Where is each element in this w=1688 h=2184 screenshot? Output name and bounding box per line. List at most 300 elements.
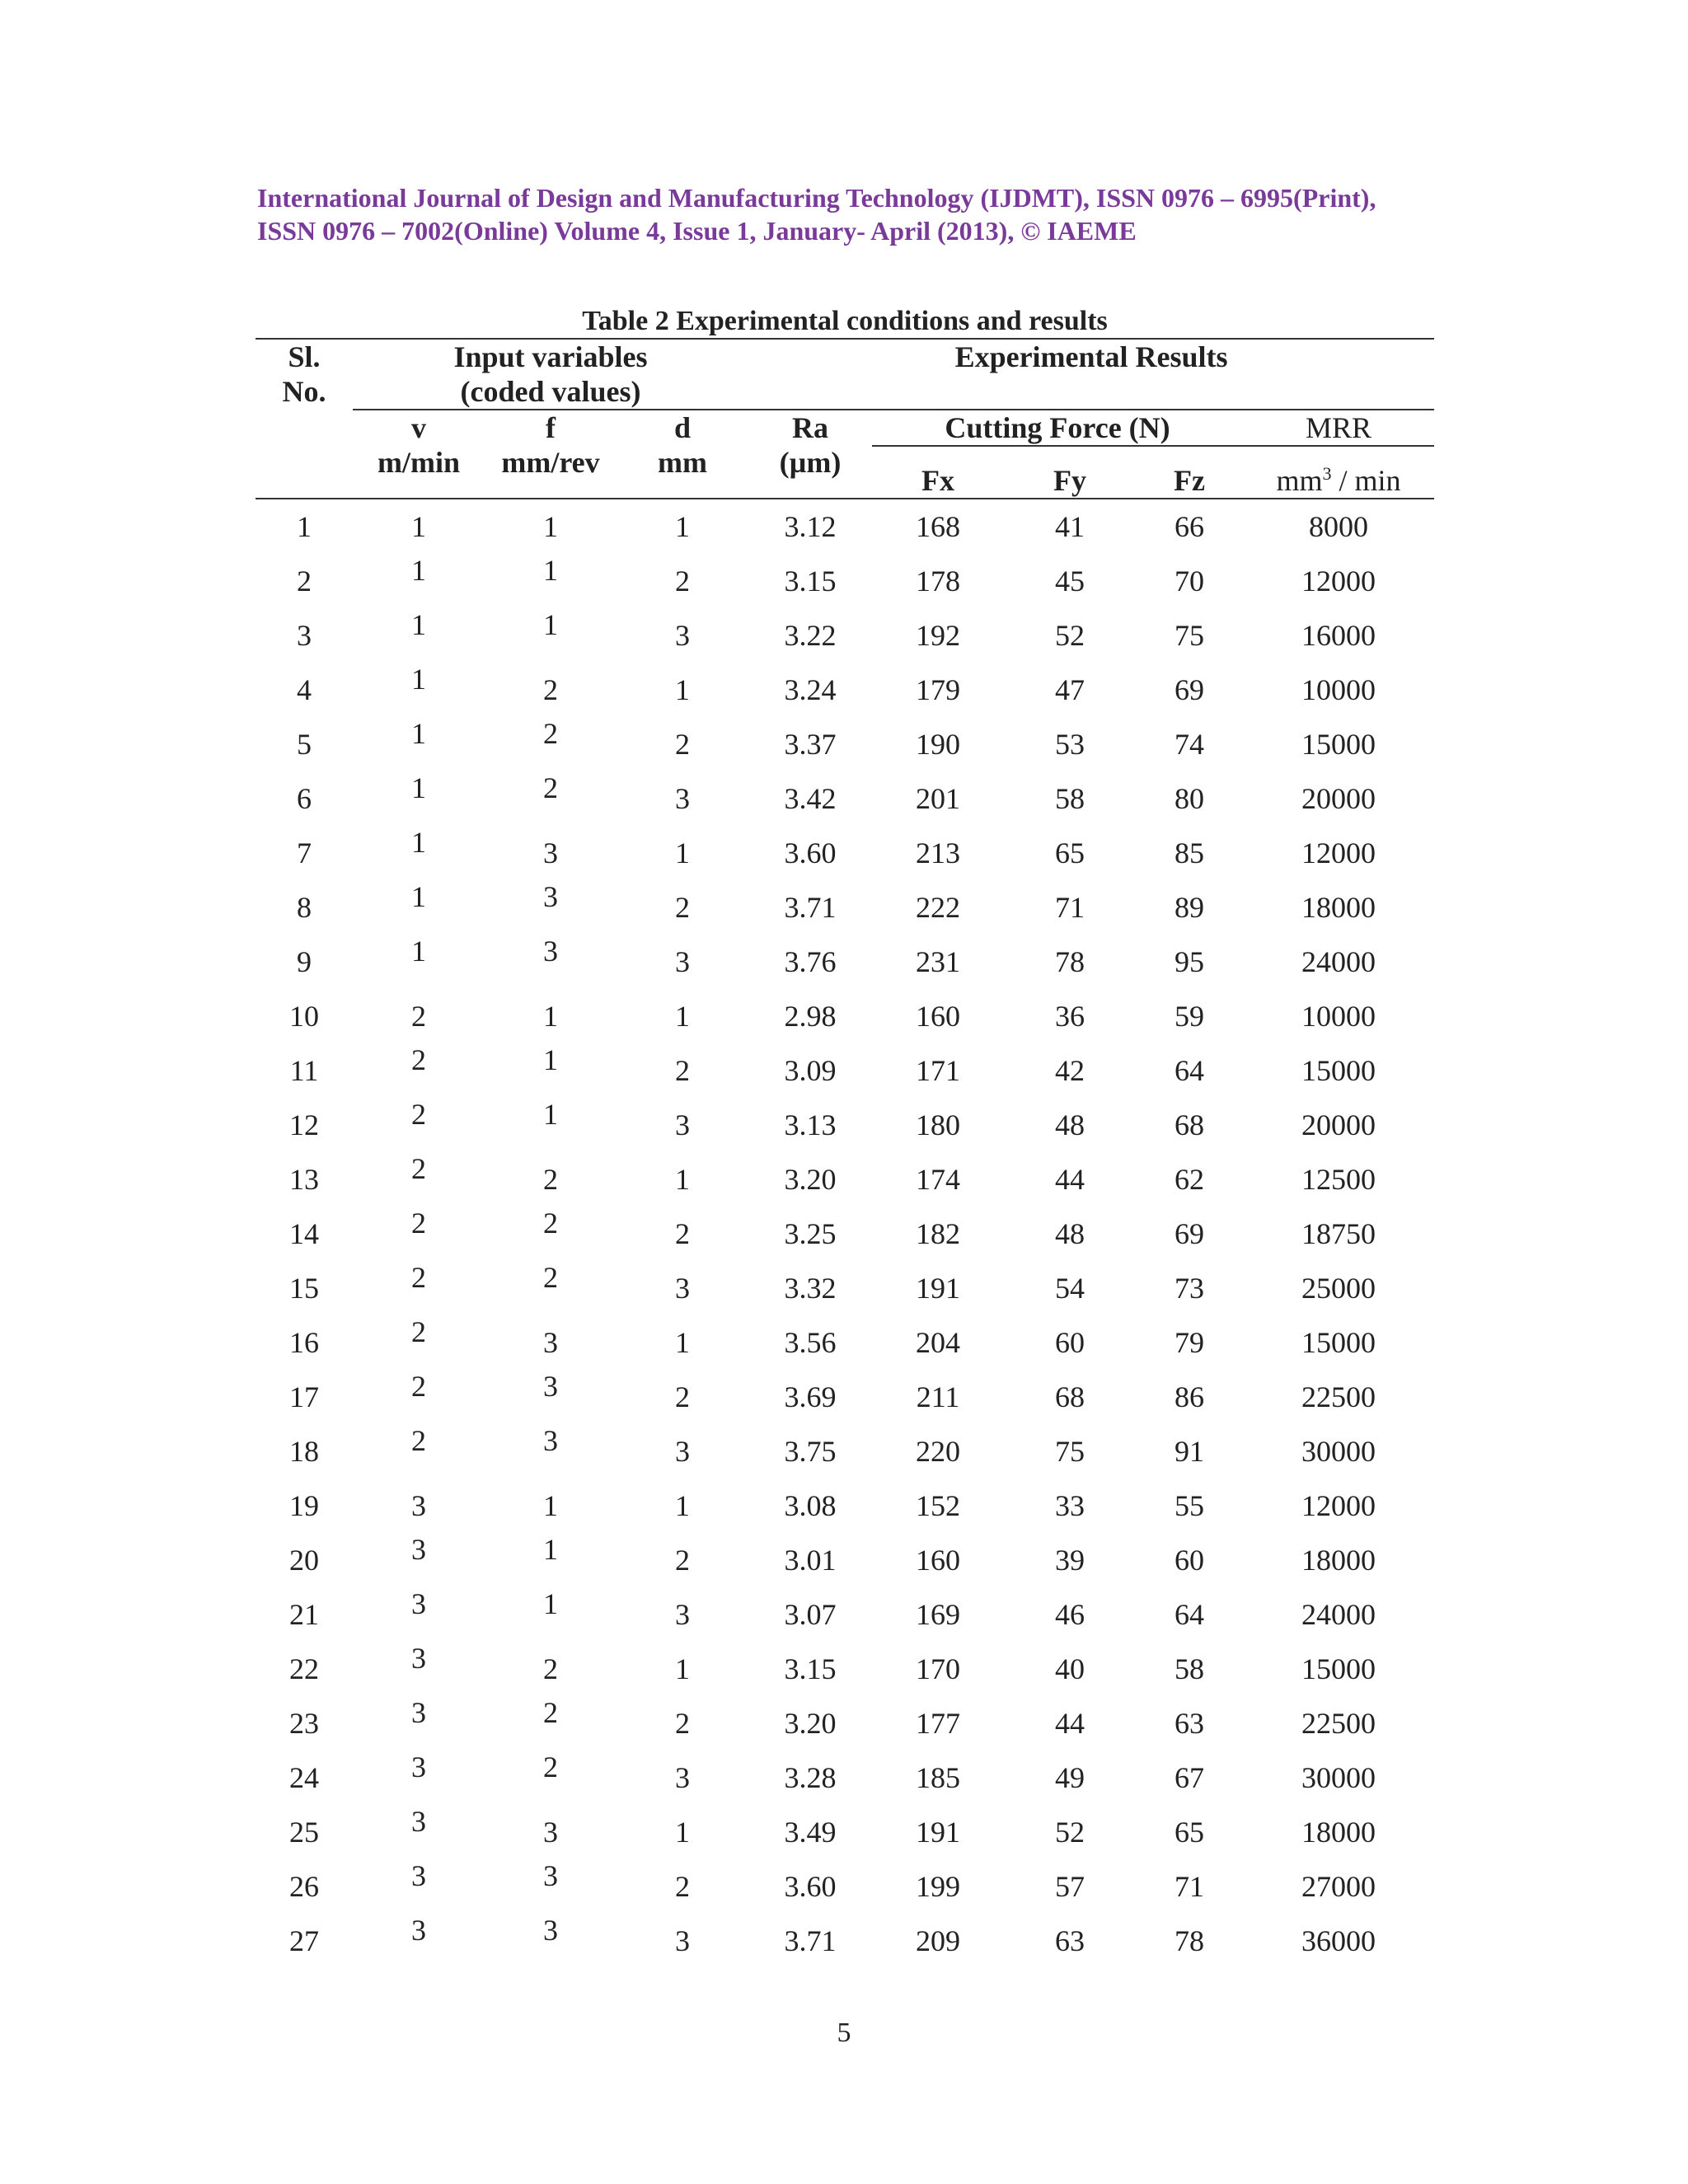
mrr-unit-header bbox=[1243, 446, 1434, 499]
ra-cell: 3.08 bbox=[784, 1489, 837, 1522]
mrr-cell: 18000 bbox=[1301, 891, 1376, 924]
fy-cell: 48 bbox=[1055, 1108, 1085, 1141]
f-cell: 1 bbox=[543, 1489, 558, 1522]
ra-cell: 3.28 bbox=[784, 1761, 837, 1794]
f-cell: 1 bbox=[543, 608, 558, 641]
ra-cell: 2.98 bbox=[784, 1000, 837, 1033]
fx-cell: 179 bbox=[916, 673, 961, 706]
v-cell: 2 bbox=[411, 1424, 426, 1457]
f-cell: 1 bbox=[543, 1587, 558, 1620]
mrr-cell: 24000 bbox=[1301, 945, 1376, 978]
table-row bbox=[256, 1696, 1434, 1750]
fy-cell: 41 bbox=[1055, 510, 1085, 543]
cutting-force-label: Cutting Force (N) bbox=[945, 411, 1170, 444]
d-cell: 1 bbox=[675, 1163, 691, 1196]
fz-cell: 64 bbox=[1175, 1598, 1205, 1631]
sl-no-cell: 6 bbox=[297, 782, 312, 815]
v-cell: 1 bbox=[411, 935, 426, 968]
sl-no-cell: 1 bbox=[297, 510, 312, 543]
f-cell: 3 bbox=[543, 1914, 558, 1947]
ra-cell: 3.07 bbox=[784, 1598, 837, 1631]
ra-unit: (µm) bbox=[779, 446, 842, 479]
mrr-cell: 15000 bbox=[1301, 1326, 1376, 1359]
ra-header bbox=[748, 410, 872, 499]
f-cell: 3 bbox=[543, 837, 558, 869]
table-row bbox=[256, 1315, 1434, 1370]
fy-cell: 42 bbox=[1055, 1054, 1085, 1087]
d-cell: 2 bbox=[675, 1544, 691, 1577]
sl-no-cell: 3 bbox=[297, 619, 312, 652]
sl-no-cell: 25 bbox=[289, 1816, 319, 1849]
mrr-unit-superscript: 3 bbox=[1322, 463, 1332, 484]
mrr-cell: 15000 bbox=[1301, 1054, 1376, 1087]
table-row bbox=[256, 1587, 1434, 1642]
v-cell: 2 bbox=[411, 1098, 426, 1131]
mrr-cell: 22500 bbox=[1301, 1707, 1376, 1740]
ra-cell: 3.71 bbox=[784, 891, 837, 924]
fz-cell: 71 bbox=[1175, 1870, 1205, 1903]
v-cell: 2 bbox=[411, 1043, 426, 1076]
f-cell: 3 bbox=[543, 1816, 558, 1849]
fx-cell: 213 bbox=[916, 837, 961, 869]
ra-cell: 3.20 bbox=[784, 1707, 837, 1740]
sl-no-cell: 13 bbox=[289, 1163, 319, 1196]
ra-cell: 3.12 bbox=[784, 510, 837, 543]
sl-no-cell: 2 bbox=[297, 565, 312, 598]
v-cell: 2 bbox=[411, 1000, 426, 1033]
mrr-cell: 12000 bbox=[1301, 1489, 1376, 1522]
fz-cell: 78 bbox=[1175, 1924, 1205, 1957]
mrr-cell: 12000 bbox=[1301, 837, 1376, 869]
f-label: f bbox=[546, 411, 556, 444]
v-cell: 3 bbox=[411, 1642, 426, 1675]
d-cell: 1 bbox=[675, 1000, 691, 1033]
table-row bbox=[256, 1533, 1434, 1587]
ra-cell: 3.69 bbox=[784, 1380, 837, 1413]
fy-cell: 60 bbox=[1055, 1326, 1085, 1359]
journal-header bbox=[257, 181, 1444, 247]
fx-cell: 199 bbox=[916, 1870, 961, 1903]
mrr-cell: 18750 bbox=[1301, 1217, 1376, 1250]
table-row bbox=[256, 935, 1434, 989]
fz-cell: 86 bbox=[1175, 1380, 1205, 1413]
d-cell: 2 bbox=[675, 565, 691, 598]
d-cell: 1 bbox=[675, 673, 691, 706]
d-cell: 3 bbox=[675, 1108, 691, 1141]
header-row-2 bbox=[256, 410, 1434, 446]
experimental-results-header bbox=[748, 339, 1434, 410]
sl-no-header bbox=[256, 339, 353, 499]
fx-cell: 152 bbox=[916, 1489, 961, 1522]
d-cell: 2 bbox=[675, 728, 691, 761]
fx-header bbox=[872, 446, 1004, 499]
ra-cell: 3.60 bbox=[784, 1870, 837, 1903]
fz-cell: 55 bbox=[1175, 1489, 1205, 1522]
d-header bbox=[617, 410, 748, 499]
mrr-cell: 16000 bbox=[1301, 619, 1376, 652]
sl-no-cell: 5 bbox=[297, 728, 312, 761]
cutting-force-header bbox=[872, 410, 1243, 446]
v-cell: 1 bbox=[411, 880, 426, 913]
fx-cell: 182 bbox=[916, 1217, 961, 1250]
d-cell: 3 bbox=[675, 782, 691, 815]
sl-no-cell: 21 bbox=[289, 1598, 319, 1631]
d-cell: 2 bbox=[675, 1054, 691, 1087]
f-cell: 1 bbox=[543, 1043, 558, 1076]
v-cell: 2 bbox=[411, 1207, 426, 1240]
mrr-header bbox=[1243, 410, 1434, 446]
f-cell: 2 bbox=[543, 1750, 558, 1783]
table-row bbox=[256, 771, 1434, 826]
fy-cell: 71 bbox=[1055, 891, 1085, 924]
sl-no-cell: 12 bbox=[289, 1108, 319, 1141]
fx-cell: 204 bbox=[916, 1326, 961, 1359]
v-cell: 3 bbox=[411, 1489, 426, 1522]
ra-cell: 3.01 bbox=[784, 1544, 837, 1577]
fz-header bbox=[1136, 446, 1243, 499]
sl-no-cell: 27 bbox=[289, 1924, 319, 1957]
journal-header-line-1: International Journal of Design and Manufacturing Technology (IJDMT), ISSN 0976 – 6995(Print), bbox=[257, 183, 1376, 213]
d-cell: 2 bbox=[675, 1707, 691, 1740]
table-row bbox=[256, 1479, 1434, 1533]
fy-cell: 45 bbox=[1055, 565, 1085, 598]
f-cell: 1 bbox=[543, 1000, 558, 1033]
fy-cell: 52 bbox=[1055, 1816, 1085, 1849]
f-cell: 2 bbox=[543, 717, 558, 750]
mrr-cell: 15000 bbox=[1301, 1652, 1376, 1685]
d-cell: 3 bbox=[675, 1924, 691, 1957]
fx-cell: 168 bbox=[916, 510, 961, 543]
sl-no-cell: 11 bbox=[289, 1054, 319, 1087]
fy-cell: 46 bbox=[1055, 1598, 1085, 1631]
d-cell: 1 bbox=[675, 1652, 691, 1685]
table-row bbox=[256, 663, 1434, 717]
ra-cell: 3.60 bbox=[784, 837, 837, 869]
fx-cell: 191 bbox=[916, 1816, 961, 1849]
fz-cell: 68 bbox=[1175, 1108, 1205, 1141]
v-cell: 2 bbox=[411, 1261, 426, 1294]
fx-cell: 231 bbox=[916, 945, 961, 978]
fy-cell: 65 bbox=[1055, 837, 1085, 869]
f-cell: 1 bbox=[543, 1098, 558, 1131]
v-cell: 1 bbox=[411, 608, 426, 641]
mrr-cell: 15000 bbox=[1301, 728, 1376, 761]
table-head bbox=[256, 339, 1434, 499]
fx-cell: 180 bbox=[916, 1108, 961, 1141]
mrr-cell: 8000 bbox=[1309, 510, 1369, 543]
fy-cell: 39 bbox=[1055, 1544, 1085, 1577]
input-variables-header bbox=[353, 339, 748, 410]
sl-no-cell: 19 bbox=[289, 1489, 319, 1522]
table-row bbox=[256, 1098, 1434, 1152]
sl-no-cell: 7 bbox=[297, 837, 312, 869]
fx-cell: 192 bbox=[916, 619, 961, 652]
sl-no-cell: 15 bbox=[289, 1272, 319, 1305]
v-unit: m/min bbox=[377, 446, 460, 479]
mrr-cell: 27000 bbox=[1301, 1870, 1376, 1903]
v-cell: 1 bbox=[411, 771, 426, 804]
mrr-cell: 18000 bbox=[1301, 1816, 1376, 1849]
fy-cell: 36 bbox=[1055, 1000, 1085, 1033]
mrr-cell: 18000 bbox=[1301, 1544, 1376, 1577]
page-number: 5 bbox=[837, 2018, 851, 2048]
v-cell: 1 bbox=[411, 826, 426, 859]
fx-cell: 177 bbox=[916, 1707, 961, 1740]
experimental-results-label: Experimental Results bbox=[954, 340, 1228, 373]
table-row bbox=[256, 1859, 1434, 1914]
table-title: Table 2 Experimental conditions and results bbox=[582, 306, 1108, 336]
f-cell: 3 bbox=[543, 935, 558, 968]
fz-cell: 66 bbox=[1175, 510, 1205, 543]
mrr-label: MRR bbox=[1306, 411, 1372, 444]
fz-cell: 64 bbox=[1175, 1054, 1205, 1087]
sl-no-cell: 17 bbox=[289, 1380, 319, 1413]
ra-cell: 3.71 bbox=[784, 1924, 837, 1957]
f-header bbox=[485, 410, 617, 499]
d-cell: 1 bbox=[675, 1816, 691, 1849]
v-cell: 1 bbox=[411, 554, 426, 587]
fy-cell: 49 bbox=[1055, 1761, 1085, 1794]
fy-cell: 57 bbox=[1055, 1870, 1085, 1903]
ra-cell: 3.09 bbox=[784, 1054, 837, 1087]
fx-cell: 171 bbox=[916, 1054, 961, 1087]
v-cell: 1 bbox=[411, 717, 426, 750]
d-cell: 3 bbox=[675, 1435, 691, 1468]
fz-cell: 79 bbox=[1175, 1326, 1205, 1359]
ra-cell: 3.20 bbox=[784, 1163, 837, 1196]
d-cell: 2 bbox=[675, 1380, 691, 1413]
fz-cell: 67 bbox=[1175, 1761, 1205, 1794]
fz-cell: 60 bbox=[1175, 1544, 1205, 1577]
mrr-unit-base: mm bbox=[1276, 464, 1323, 497]
table-row bbox=[256, 1207, 1434, 1261]
table-row bbox=[256, 1642, 1434, 1696]
f-cell: 2 bbox=[543, 1696, 558, 1729]
f-cell: 1 bbox=[543, 510, 558, 543]
fz-cell: 65 bbox=[1175, 1816, 1205, 1849]
mrr-cell: 10000 bbox=[1301, 1000, 1376, 1033]
fz-cell: 75 bbox=[1175, 619, 1205, 652]
header-row-1 bbox=[256, 339, 1434, 410]
fy-cell: 47 bbox=[1055, 673, 1085, 706]
f-cell: 2 bbox=[543, 1652, 558, 1685]
fy-cell: 54 bbox=[1055, 1272, 1085, 1305]
mrr-unit-rest: / min bbox=[1331, 464, 1401, 497]
fx-cell: 174 bbox=[916, 1163, 961, 1196]
d-cell: 1 bbox=[675, 1326, 691, 1359]
table-row bbox=[256, 1043, 1434, 1098]
fx-cell: 170 bbox=[916, 1652, 961, 1685]
f-cell: 3 bbox=[543, 1326, 558, 1359]
f-cell: 1 bbox=[543, 554, 558, 587]
v-cell: 1 bbox=[411, 663, 426, 696]
sl-no-cell: 20 bbox=[289, 1544, 319, 1577]
ra-label: Ra bbox=[792, 411, 829, 444]
sl-no-cell: 14 bbox=[289, 1217, 319, 1250]
ra-cell: 3.75 bbox=[784, 1435, 837, 1468]
ra-cell: 3.13 bbox=[784, 1108, 837, 1141]
ra-cell: 3.56 bbox=[784, 1326, 837, 1359]
sl-no-cell: 23 bbox=[289, 1707, 319, 1740]
d-cell: 1 bbox=[675, 1489, 691, 1522]
table-row bbox=[256, 1370, 1434, 1424]
table-row bbox=[256, 499, 1434, 554]
f-cell: 2 bbox=[543, 1207, 558, 1240]
f-cell: 3 bbox=[543, 1859, 558, 1892]
d-unit: mm bbox=[658, 446, 707, 479]
sl-no-cell: 26 bbox=[289, 1870, 319, 1903]
table-row bbox=[256, 1914, 1434, 1968]
fx-cell: 201 bbox=[916, 782, 961, 815]
fz-cell: 95 bbox=[1175, 945, 1205, 978]
v-cell: 3 bbox=[411, 1587, 426, 1620]
fy-cell: 63 bbox=[1055, 1924, 1085, 1957]
sl-no-cell: 4 bbox=[297, 673, 312, 706]
v-cell: 2 bbox=[411, 1370, 426, 1403]
fy-cell: 48 bbox=[1055, 1217, 1085, 1250]
sl-no-cell: 22 bbox=[289, 1652, 319, 1685]
mrr-cell: 36000 bbox=[1301, 1924, 1376, 1957]
mrr-cell: 12000 bbox=[1301, 565, 1376, 598]
v-cell: 3 bbox=[411, 1805, 426, 1838]
table-row bbox=[256, 880, 1434, 935]
fy-cell: 78 bbox=[1055, 945, 1085, 978]
fy-cell: 44 bbox=[1055, 1707, 1085, 1740]
fz-cell: 89 bbox=[1175, 891, 1205, 924]
v-cell: 3 bbox=[411, 1914, 426, 1947]
ra-cell: 3.37 bbox=[784, 728, 837, 761]
d-cell: 3 bbox=[675, 945, 691, 978]
fy-cell: 68 bbox=[1055, 1380, 1085, 1413]
fz-cell: 59 bbox=[1175, 1000, 1205, 1033]
v-label: v bbox=[411, 411, 426, 444]
fy-cell: 52 bbox=[1055, 619, 1085, 652]
table-body bbox=[256, 499, 1434, 1968]
ra-cell: 3.76 bbox=[784, 945, 837, 978]
fy-cell: 58 bbox=[1055, 782, 1085, 815]
table-row bbox=[256, 554, 1434, 608]
fz-cell: 85 bbox=[1175, 837, 1205, 869]
fx-cell: 190 bbox=[916, 728, 961, 761]
coded-values-label: (coded values) bbox=[460, 375, 641, 408]
fy-label: Fy bbox=[1053, 464, 1087, 497]
fx-cell: 178 bbox=[916, 565, 961, 598]
d-cell: 2 bbox=[675, 1870, 691, 1903]
sl-no-cell: 10 bbox=[289, 1000, 319, 1033]
f-cell: 2 bbox=[543, 1261, 558, 1294]
fy-cell: 33 bbox=[1055, 1489, 1085, 1522]
ra-cell: 3.32 bbox=[784, 1272, 837, 1305]
results-table bbox=[256, 338, 1434, 1968]
fz-cell: 74 bbox=[1175, 728, 1205, 761]
fz-cell: 73 bbox=[1175, 1272, 1205, 1305]
table-row bbox=[256, 1750, 1434, 1805]
d-cell: 3 bbox=[675, 1598, 691, 1631]
table-row bbox=[256, 717, 1434, 771]
ra-cell: 3.22 bbox=[784, 619, 837, 652]
fz-cell: 58 bbox=[1175, 1652, 1205, 1685]
fz-label: Fz bbox=[1174, 464, 1206, 497]
fz-cell: 63 bbox=[1175, 1707, 1205, 1740]
d-cell: 1 bbox=[675, 837, 691, 869]
fz-cell: 69 bbox=[1175, 673, 1205, 706]
d-cell: 2 bbox=[675, 891, 691, 924]
table-row bbox=[256, 1261, 1434, 1315]
fx-cell: 191 bbox=[916, 1272, 961, 1305]
mrr-cell: 30000 bbox=[1301, 1435, 1376, 1468]
sl-label: Sl. bbox=[288, 340, 321, 373]
ra-cell: 3.24 bbox=[784, 673, 837, 706]
mrr-cell: 25000 bbox=[1301, 1272, 1376, 1305]
d-cell: 2 bbox=[675, 1217, 691, 1250]
f-cell: 2 bbox=[543, 1163, 558, 1196]
fz-cell: 62 bbox=[1175, 1163, 1205, 1196]
journal-header-line-2: ISSN 0976 – 7002(Online) Volume 4, Issue 1, January- April (2013), © IAEME bbox=[257, 216, 1137, 246]
table-row bbox=[256, 1424, 1434, 1479]
v-cell: 3 bbox=[411, 1859, 426, 1892]
v-cell: 3 bbox=[411, 1533, 426, 1566]
fx-cell: 222 bbox=[916, 891, 961, 924]
f-cell: 3 bbox=[543, 880, 558, 913]
sl-no-cell: 16 bbox=[289, 1326, 319, 1359]
v-cell: 1 bbox=[411, 510, 426, 543]
v-cell: 2 bbox=[411, 1315, 426, 1348]
mrr-cell: 20000 bbox=[1301, 1108, 1376, 1141]
mrr-cell: 20000 bbox=[1301, 782, 1376, 815]
f-cell: 2 bbox=[543, 771, 558, 804]
f-unit: mm/rev bbox=[501, 446, 600, 479]
fx-cell: 160 bbox=[916, 1000, 961, 1033]
ra-cell: 3.42 bbox=[784, 782, 837, 815]
fx-cell: 185 bbox=[916, 1761, 961, 1794]
ra-cell: 3.25 bbox=[784, 1217, 837, 1250]
fx-cell: 211 bbox=[916, 1380, 960, 1413]
f-cell: 3 bbox=[543, 1370, 558, 1403]
sl-no-cell: 24 bbox=[289, 1761, 319, 1794]
fx-cell: 169 bbox=[916, 1598, 961, 1631]
table-row bbox=[256, 608, 1434, 663]
mrr-cell: 30000 bbox=[1301, 1761, 1376, 1794]
input-variables-label: Input variables bbox=[453, 340, 648, 373]
fz-cell: 80 bbox=[1175, 782, 1205, 815]
table-row bbox=[256, 826, 1434, 880]
d-cell: 3 bbox=[675, 1272, 691, 1305]
sl-no-cell: 9 bbox=[297, 945, 312, 978]
d-cell: 1 bbox=[675, 510, 691, 543]
fx-cell: 160 bbox=[916, 1544, 961, 1577]
v-header bbox=[353, 410, 485, 499]
f-cell: 3 bbox=[543, 1424, 558, 1457]
d-label: d bbox=[674, 411, 692, 444]
ra-cell: 3.15 bbox=[784, 1652, 837, 1685]
d-cell: 3 bbox=[675, 1761, 691, 1794]
fz-cell: 91 bbox=[1175, 1435, 1205, 1468]
fx-label: Fx bbox=[921, 464, 955, 497]
mrr-cell: 24000 bbox=[1301, 1598, 1376, 1631]
table-row bbox=[256, 1805, 1434, 1859]
fz-cell: 69 bbox=[1175, 1217, 1205, 1250]
fz-cell: 70 bbox=[1175, 565, 1205, 598]
ra-cell: 3.49 bbox=[784, 1816, 837, 1849]
fy-cell: 75 bbox=[1055, 1435, 1085, 1468]
v-cell: 2 bbox=[411, 1152, 426, 1185]
f-cell: 2 bbox=[543, 673, 558, 706]
v-cell: 3 bbox=[411, 1696, 426, 1729]
fx-cell: 220 bbox=[916, 1435, 961, 1468]
mrr-cell: 10000 bbox=[1301, 673, 1376, 706]
fy-cell: 53 bbox=[1055, 728, 1085, 761]
ra-cell: 3.15 bbox=[784, 565, 837, 598]
